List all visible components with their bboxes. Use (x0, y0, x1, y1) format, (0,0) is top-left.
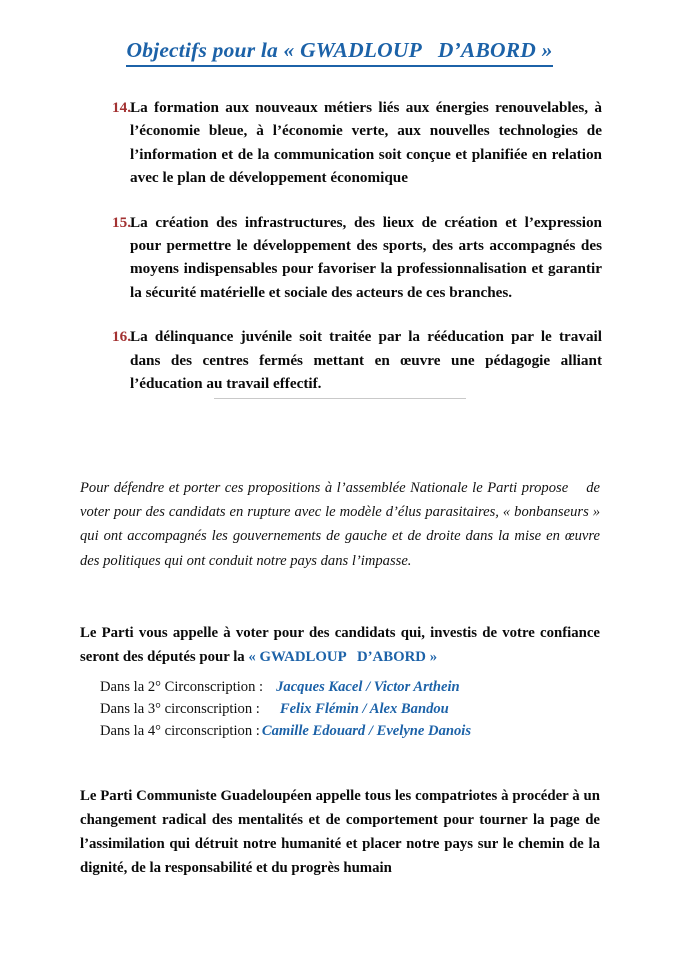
page-title: Objectifs pour la « GWADLOUP D’ABORD » (126, 38, 552, 67)
candidate-row (100, 699, 600, 721)
candidate-constituency-label: Dans la 2° Circonscription : (100, 679, 264, 695)
candidate-names: Jacques Kacel / Victor Arthein (276, 679, 460, 695)
call-to-vote-paragraph (80, 622, 600, 669)
call-to-vote-lead: Le Parti vous appelle à voter pour des candidats qui, investis de votre confiance seront des députés pour la (80, 625, 600, 665)
candidate-row (100, 677, 600, 699)
list-item (112, 325, 602, 395)
list-item (112, 96, 602, 190)
list-item-text: La création des infrastructures, des lieux de création et l’expression pour permettre le développement des sports, des arts accompagnés des moyens indispensables pour favoriser la professionnalisation et garantir la sécurité matérielle et sociale des acteurs de ces branches. (130, 213, 602, 301)
section-divider (214, 398, 466, 399)
list-item-number: 15. (112, 213, 131, 231)
list-item-number: 14. (112, 99, 131, 116)
page-title-container (0, 38, 679, 67)
candidate-constituency-label: Dans la 3° circonscription : (100, 700, 260, 717)
closing-statement-paragraph: Le Parti Communiste Guadeloupéen appelle tous les compatriotes à procéder à un changement radical des mentalités et de comportement pour tourner la page de l’assimilation qui détruit notre humanité et placer notre pays sur le chemin de la dignité, de la responsabilité et du progrès humain (80, 788, 600, 876)
list-item-text: La formation aux nouveaux métiers liés aux énergies renouvelables, à l’économie bleue, à l’économie verte, aux nouvelles technologies de l’information et de la communication soit conçue et planifiée en relation avec le plan de développement économique (130, 99, 602, 187)
objectives-list (112, 96, 602, 395)
list-item (112, 211, 602, 305)
candidate-row (100, 721, 600, 743)
list-item-text: La délinquance juvénile soit traitée par la rééducation par le travail dans des centres fermés mettant en œuvre une pédagogie alliant l’éducation au travail effectif. (130, 328, 602, 393)
candidates-list (100, 677, 600, 743)
list-item-number: 16. (112, 328, 131, 346)
candidate-names: Camille Edouard / Evelyne Danois (261, 722, 472, 739)
italic-statement-paragraph: Pour défendre et porter ces propositions à l’assemblée Nationale le Parti propose de voter pour des candidats en rupture avec le modèle d’élus parasitaires, « bonbanseurs » qui ont accompagnés les gouvernements de gauche et de droite dans la mise en œuvre des politiques qui ont conduit notre pays dans l’impasse. (80, 480, 604, 569)
brand-name-inline: « GWADLOUP D’ABORD » (248, 648, 438, 665)
candidate-names: Felix Flémin / Alex Bandou (279, 700, 449, 717)
candidate-constituency-label: Dans la 4° circonscription : (100, 722, 260, 739)
